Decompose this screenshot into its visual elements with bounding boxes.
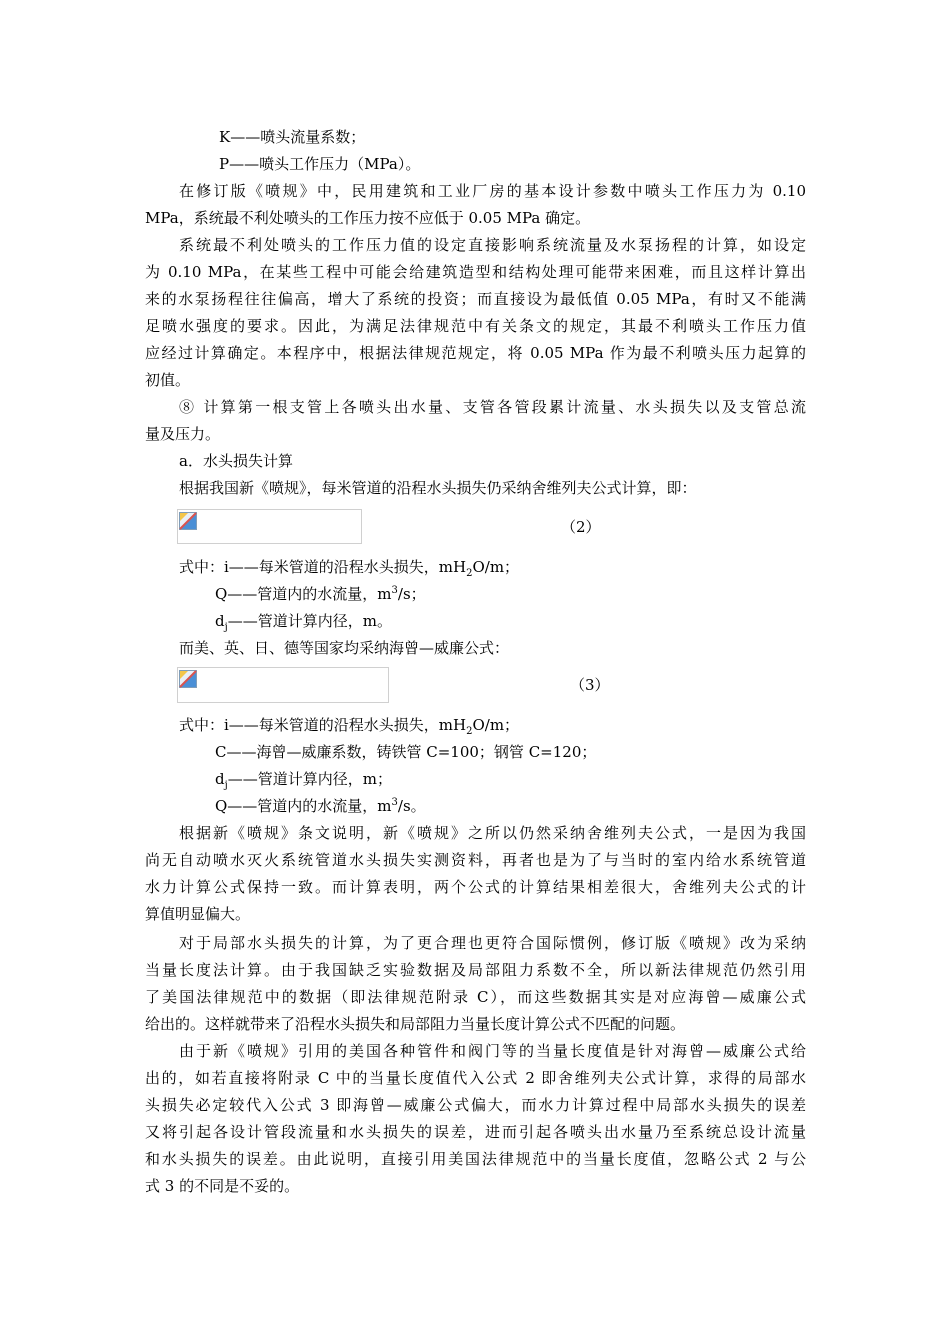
paragraph-line: 为 0.10 MPa，在某些工程中可能会给建筑造型和结构处理可能带来困难，而且这样计算出 bbox=[145, 263, 806, 281]
paragraph-line: 量及压力。 bbox=[145, 425, 221, 443]
paragraph-line: 足喷水强度的要求。因此，为满足法律规范中有关条文的规定，其最不利喷头工作压力值 bbox=[145, 317, 806, 335]
broken-image-icon bbox=[179, 512, 197, 530]
paragraph-line: 了美国法律规范中的数据（即法律规范附录 C），而这些数据其实是对应海曾—威廉公式 bbox=[145, 988, 806, 1006]
paragraph-line: 出的，如若直接将附录 C 中的当量长度值代入公式 2 即舍维列夫公式计算，求得的局部水 bbox=[145, 1069, 806, 1087]
paragraph-line: 当量长度法计算。由于我国缺乏实验数据及局部阻力系数不全，所以新法律规范仍然引用 bbox=[145, 961, 806, 979]
formula-3-var-i: 式中：i——每米管道的沿程水头损失，$mH_2O/m$； bbox=[179, 716, 520, 737]
intro-formula-2: 根据我国新《喷规》，每米管道的沿程水头损失仍采纳舍维列夫公式计算，即： bbox=[179, 479, 697, 497]
paragraph-line: 水力计算公式保持一致。而计算表明，两个公式的计算结果相差很大，舍维列夫公式的计 bbox=[145, 878, 806, 896]
variable-k-line: K——喷头流量系数； bbox=[219, 128, 366, 146]
variable-p-line: P——喷头工作压力（MPa）。 bbox=[219, 155, 421, 173]
paragraph-line: 式 3 的不同是不妥的。 bbox=[145, 1177, 300, 1195]
subheading-head-loss: a．水头损失计算 bbox=[179, 452, 293, 470]
paragraph-line: 系统最不利处喷头的工作压力值的设定直接影响系统流量及水泵扬程的计算，如设定 bbox=[179, 236, 806, 254]
paragraph-line: 在修订版《喷规》中，民用建筑和工业厂房的基本设计参数中喷头工作压力为 0.10 bbox=[179, 182, 806, 200]
formula-2-image bbox=[177, 509, 362, 544]
formula-3-var-d: $d_j——$管道计算内径，m； bbox=[215, 770, 392, 791]
broken-image-icon bbox=[179, 670, 197, 688]
paragraph-line: 头损失必定较代入公式 3 即海曾—威廉公式偏大，而水力计算过程中局部水头损失的误差 bbox=[145, 1096, 806, 1114]
formula-3-image bbox=[177, 667, 389, 703]
formula-3-var-c: C——海曾—威廉系数，铸铁管 C=100；钢管 C=120； bbox=[215, 743, 597, 761]
paragraph-line: 和水头损失的误差。由此说明，直接引用美国法律规范中的当量长度值，忽略公式 2 与公 bbox=[145, 1150, 806, 1168]
intro-formula-3: 而美、英、日、德等国家均采纳海曾—威廉公式： bbox=[179, 639, 510, 657]
formula-3-var-q: Q——管道内的水流量，$m^3/s$。 bbox=[215, 797, 426, 815]
formula-2-var-q: Q——管道内的水流量，$m^3/s$； bbox=[215, 585, 426, 603]
paragraph-line: 应经过计算确定。本程序中，根据法律规范规定，将 0.05 MPa 作为最不利喷头压力起算的 bbox=[145, 344, 806, 362]
paragraph-line: 由于新《喷规》引用的美国各种管件和阀门等的当量长度值是针对海曾—威廉公式给 bbox=[179, 1042, 806, 1060]
paragraph-line: MPa，系统最不利处喷头的工作压力按不应低于 0.05 MPa 确定。 bbox=[145, 209, 591, 227]
paragraph-line: 根据新《喷规》条文说明，新《喷规》之所以仍然采纳舍维列夫公式，一是因为我国 bbox=[179, 824, 806, 842]
paragraph-line: 又将引起各设计管段流量和水头损失的误差，进而引起各喷头出水量乃至系统总设计流量 bbox=[145, 1123, 806, 1141]
formula-2-var-d: $d_j——$管道计算内径，m。 bbox=[215, 612, 392, 633]
paragraph-line: 来的水泵扬程往往偏高，增大了系统的投资；而直接设为最低值 0.05 MPa，有时又不能满 bbox=[145, 290, 806, 308]
formula-2-var-i: 式中：i——每米管道的沿程水头损失，$mH_2O/m$； bbox=[179, 558, 520, 579]
paragraph-line: 给出的。这样就带来了沿程水头损失和局部阻力当量长度计算公式不匹配的问题。 bbox=[145, 1015, 686, 1033]
paragraph-line: 算值明显偏大。 bbox=[145, 905, 251, 923]
formula-3-number: （3） bbox=[570, 676, 610, 694]
paragraph-line: ⑧ 计算第一根支管上各喷头出水量、支管各管段累计流量、水头损失以及支管总流 bbox=[179, 398, 806, 416]
paragraph-line: 尚无自动喷水灭火系统管道水头损失实测资料，再者也是为了与当时的室内给水系统管道 bbox=[145, 851, 806, 869]
formula-2-number: （2） bbox=[561, 518, 601, 536]
paragraph-line: 对于局部水头损失的计算，为了更合理也更符合国际惯例，修订版《喷规》改为采纳 bbox=[179, 934, 806, 952]
paragraph-line: 初值。 bbox=[145, 371, 191, 389]
